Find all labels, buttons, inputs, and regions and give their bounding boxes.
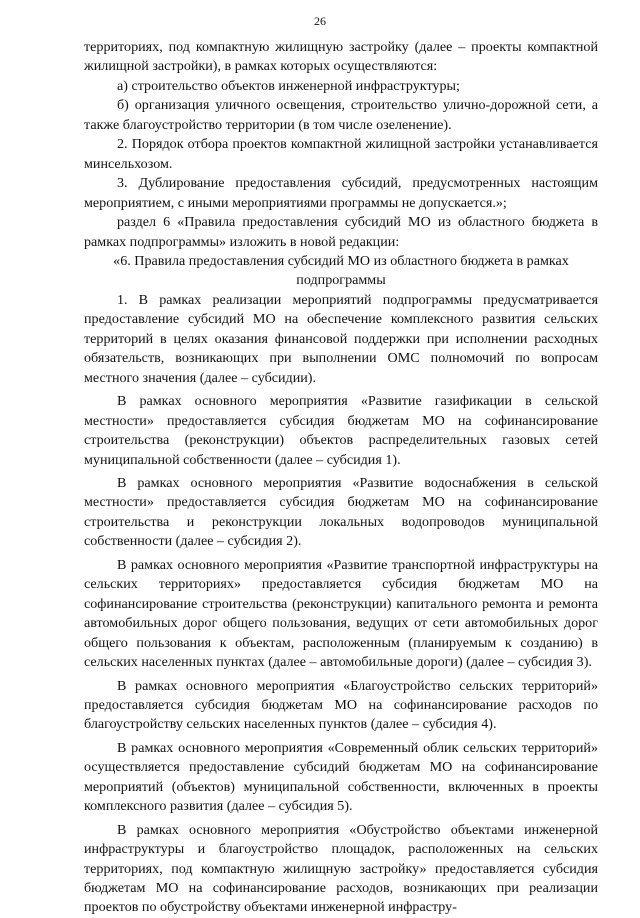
paragraph-continuation: территориях, под компактную жилищную застройку (далее – проекты компактной жилищной застройки), в рамках которых осуществляются: xyxy=(84,39,598,75)
paragraph-item-a: а) строительство объектов инженерной инфраструктуры; xyxy=(117,77,460,94)
section-heading: «6. Правила предоставления субсидий МО из областного бюджета в рамках подпрограммы xyxy=(113,252,569,289)
paragraph-subsidy-6: В рамках основного мероприятия «Обустройство объектами инженерной инфраструктуры и благоустройство площадок, расположенных на сельских территориях, под компактную жилищную застройку» предоставляется субсидия бюджетам МО на софинансирование расходов, возникающих при реализации проектов по обустройству объектами инженерной инфрастру- xyxy=(84,821,598,916)
paragraph-subsidy-4: В рамках основного мероприятия «Благоустройство сельских территорий» предоставляется субсидия бюджетам МО на софинансирование расходов по благоустройству сельских населенных пунктов (далее – субсидия 4). xyxy=(84,677,598,733)
paragraph-section-6-intro: раздел 6 «Правила предоставления субсидий МО из областного бюджета в рамках подпрограммы» изложить в новой редакции: xyxy=(84,214,598,250)
paragraph-subsidy-2: В рамках основного мероприятия «Развитие водоснабжения в сельской местности» предоставляется субсидия бюджетам МО на софинансирование строительства и реконструкции локальных водопроводов муниципальной собственности (далее – субсидия 2). xyxy=(84,474,598,550)
paragraph-item-b: б) организация уличного освещения, строительство улично-дорожной сети, а также благоустройство территории (в том числе озеленение). xyxy=(84,97,598,133)
paragraph-subsidy-3: В рамках основного мероприятия «Развитие транспортной инфраструктуры на сельских территориях» предоставляется субсидия бюджетам МО на софинансирование строительства (реконструкции) капитального ремонта и ремонта автомобильных дорог общего пользования, ведущих от сети автомобильных дорог общего пользования к объектам, расположенным (планируемым к созданию) в сельских населенных пунктах (далее – автомобильные дороги) (далее – субсидия 3). xyxy=(84,556,598,671)
paragraph-point-1: 1. В рамках реализации мероприятий подпрограммы предусматривается предоставление субсидий МО на обеспечение комплексного развития сельских территорий в целях оказания финансовой поддержки при исполнении расходных обязательств, возникающих при выполнении ОМС полномочий по вопросам местного значения (далее – субсидии). xyxy=(84,291,598,386)
paragraph-subsidy-5: В рамках основного мероприятия «Современный облик сельских территорий» осуществляется предоставление субсидий бюджетам МО на софинансирование мероприятий (объектов) муниципальной собственности, включенных в проекты комплексного развития (далее – субсидия 5). xyxy=(84,739,598,815)
page-number: 26 xyxy=(314,14,326,28)
paragraph-point-3: 3. Дублирование предоставления субсидий, предусмотренных настоящим мероприятием, с иными мероприятиями программы не допускается.»; xyxy=(84,175,598,211)
paragraph-subsidy-1: В рамках основного мероприятия «Развитие газификации в сельской местности» предоставляется субсидия бюджетам МО на софинансирование строительства (реконструкции) объектов распределительных газовых сетей муниципальной собственности (далее – субсидия 1). xyxy=(84,393,598,468)
paragraph-point-2: 2. Порядок отбора проектов компактной жилищной застройки устанавливается минсельхозом. xyxy=(84,136,598,172)
document-body xyxy=(84,38,598,918)
